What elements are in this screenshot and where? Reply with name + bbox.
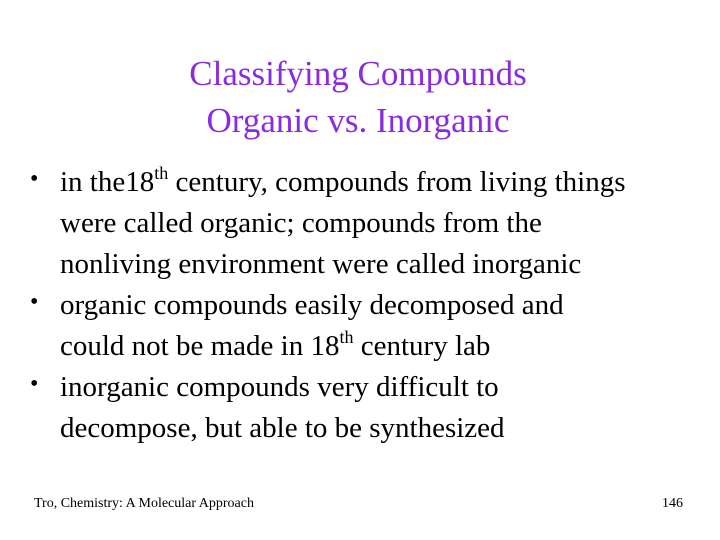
- bullet-1-superscript: th: [154, 163, 169, 183]
- bullet-1-line-3: nonliving environment were called inorganic: [60, 248, 582, 280]
- bullet-dot-icon: •: [30, 166, 39, 192]
- bullet-2-line-2: [60, 326, 700, 367]
- title-line-1: Classifying Compounds: [189, 54, 527, 93]
- bullet-list: [30, 162, 700, 449]
- bullet-item-3: [30, 367, 700, 449]
- bullet-3-line-2: decompose, but able to be synthesized: [60, 412, 505, 444]
- bullet-2-text-b: century lab: [353, 330, 491, 362]
- bullet-1-text-b: century, compounds from living things: [168, 166, 626, 198]
- bullet-2-line-1: organic compounds easily decomposed and: [60, 289, 564, 321]
- bullet-2-text-a: could not be made in 18: [60, 330, 340, 362]
- bullet-dot-icon: •: [30, 289, 39, 315]
- bullet-2-superscript: th: [339, 327, 354, 347]
- page-number: 146: [662, 496, 683, 511]
- footer-source: Tro, Chemistry: A Molecular Approach: [34, 496, 254, 511]
- bullet-item-2: [30, 285, 700, 367]
- bullet-3-line-1: inorganic compounds very difficult to: [60, 371, 499, 403]
- bullet-item-1: [30, 162, 700, 285]
- slide-title: [0, 50, 720, 144]
- bullet-dot-icon: •: [30, 371, 39, 397]
- title-line-2: Organic vs. Inorganic: [206, 101, 510, 140]
- bullet-1-line-1: [60, 162, 700, 203]
- bullet-1-text-a: in the18: [60, 166, 155, 198]
- bullet-1-line-2: were called organic; compounds from the: [60, 207, 542, 239]
